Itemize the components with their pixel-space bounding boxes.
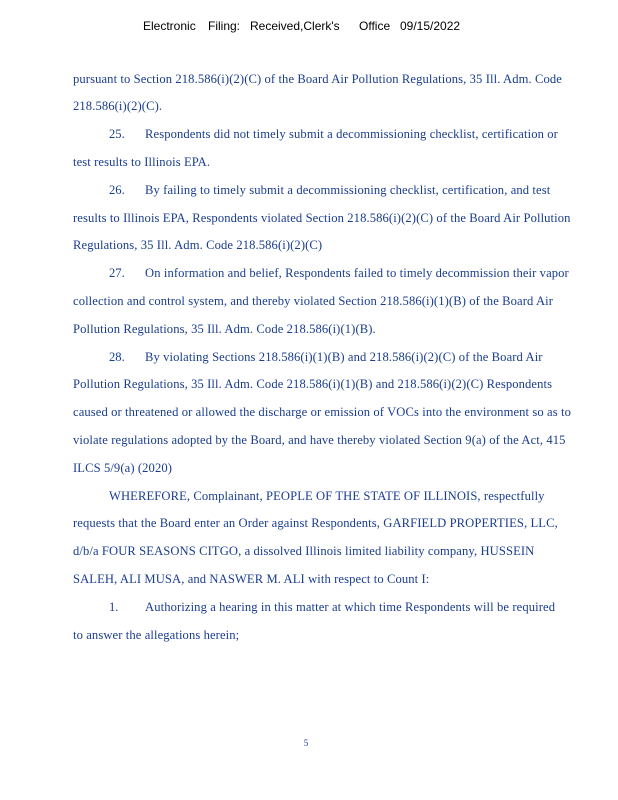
text-line: WHEREFORE, Complainant, PEOPLE OF THE STATE OF ILLINOIS, respectfully bbox=[109, 489, 545, 503]
header-received: Received,Clerk's bbox=[250, 19, 340, 33]
text-line: Respondents did not timely submit a decommissioning checklist, certification or bbox=[145, 127, 558, 141]
text-line: d/b/a FOUR SEASONS CITGO, a dissolved Illinois limited liability company, HUSSEIN bbox=[73, 544, 535, 558]
paragraph-number: 27. bbox=[109, 266, 125, 280]
text-line: SALEH, ALI MUSA, and NASWER M. ALI with respect to Count I: bbox=[73, 572, 430, 586]
text-line: Regulations, 35 Ill. Adm. Code 218.586(i)(2)(C) bbox=[73, 238, 323, 252]
text-line: caused or threatened or allowed the discharge or emission of VOCs into the environment so as to bbox=[73, 405, 571, 419]
text-line: ILCS 5/9(a) (2020) bbox=[73, 461, 173, 475]
text-line: to answer the allegations herein; bbox=[73, 628, 240, 642]
paragraph-number: 25. bbox=[109, 127, 125, 141]
text-line: results to Illinois EPA, Respondents violated Section 218.586(i)(2)(C) of the Board Air Pollution bbox=[73, 211, 571, 225]
text-line: By failing to timely submit a decommissioning checklist, certification, and test bbox=[145, 183, 551, 197]
text-line: By violating Sections 218.586(i)(1)(B) and 218.586(i)(2)(C) of the Board Air bbox=[145, 350, 543, 364]
text-line: requests that the Board enter an Order against Respondents, GARFIELD PROPERTIES, LLC, bbox=[73, 516, 558, 530]
text-line: Pollution Regulations, 35 Ill. Adm. Code 218.586(i)(1)(B) and 218.586(i)(2)(C) Respondents bbox=[73, 377, 553, 391]
text-line: Authorizing a hearing in this matter at which time Respondents will be required bbox=[145, 600, 556, 614]
text-line: Pollution Regulations, 35 Ill. Adm. Code 218.586(i)(1)(B). bbox=[73, 322, 376, 336]
header-office: Office bbox=[359, 19, 391, 33]
text-line: test results to Illinois EPA. bbox=[73, 155, 211, 169]
paragraph-number: 1. bbox=[109, 600, 119, 614]
paragraph-number: 26. bbox=[109, 183, 125, 197]
header-electronic: Electronic bbox=[143, 19, 196, 33]
text-line: violate regulations adopted by the Board, and have thereby violated Section 9(a) of the Act, 415 bbox=[73, 433, 566, 447]
text-line: 218.586(i)(2)(C). bbox=[73, 99, 163, 113]
page-number: 5 bbox=[303, 738, 309, 748]
header-filing: Filing: bbox=[208, 19, 241, 33]
text-line: On information and belief, Respondents failed to timely decommission their vapor bbox=[145, 266, 569, 280]
text-line: pursuant to Section 218.586(i)(2)(C) of the Board Air Pollution Regulations, 35 Ill. Adm. Code bbox=[73, 72, 562, 86]
text-line: collection and control system, and thereby violated Section 218.586(i)(1)(B) of the Board Air bbox=[73, 294, 554, 308]
paragraph-number: 28. bbox=[109, 350, 125, 364]
header-date: 09/15/2022 bbox=[400, 19, 461, 33]
